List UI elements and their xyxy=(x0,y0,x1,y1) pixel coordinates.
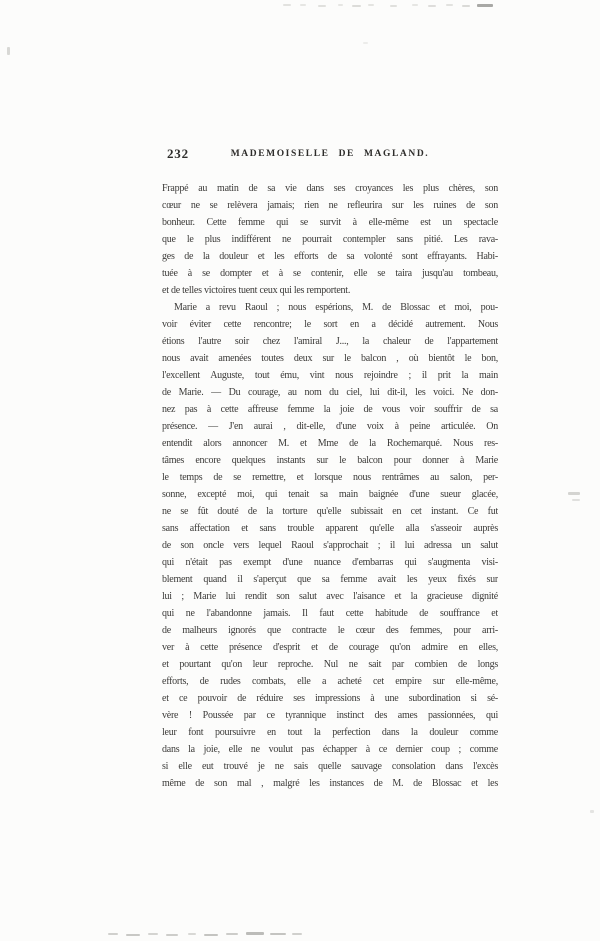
scan-artifact xyxy=(226,933,238,935)
text-line: de Marie. — Du courage, au nom du ciel, lui dit-il, les voici. Ne don- xyxy=(162,387,498,398)
page-number: 232 xyxy=(167,146,189,161)
text-line: qui n'était pas exempt d'une nuance d'embarras qui s'augmenta visi- xyxy=(162,557,498,568)
scan-artifact xyxy=(188,933,196,935)
text-line: et ce pouvoir de réduire ses impressions à une subordination si sé- xyxy=(162,693,498,704)
text-line: de son oncle vers lequel Raoul s'approchait ; il lui adressa un salut xyxy=(162,540,498,551)
text-line: sonne, excepté moi, qui tenait sa main baignée d'une sueur glacée, xyxy=(162,489,498,500)
scan-artifact xyxy=(390,5,397,7)
text-line: l'excellent Auguste, tout ému, vint nous rejoindre ; il prit la main xyxy=(162,370,498,381)
scan-artifact xyxy=(568,492,580,495)
text-line: étions l'autre soir chez l'amiral J..., la chaleur de l'appartement xyxy=(162,336,498,347)
text-line: même de son mal , malgré les instances de M. de Blossac et les xyxy=(162,778,498,789)
scan-artifact xyxy=(108,933,118,935)
scan-artifact xyxy=(166,934,178,936)
scan-artifact xyxy=(126,934,140,936)
scan-artifact xyxy=(270,933,286,935)
scan-artifact xyxy=(477,4,493,7)
scan-artifact xyxy=(428,5,436,7)
text-line: lui ; Marie lui rendit son salut avec l'aisance et la gracieuse dignité xyxy=(162,591,498,602)
text-line: le temps de se remettre, et lorsque nous rentrâmes au salon, per- xyxy=(162,472,498,483)
text-line: Frappé au matin de sa vie dans ses croyances les plus chères, son xyxy=(162,183,498,194)
scan-artifact xyxy=(363,42,368,44)
text-line: sans affectation et sans trouble apparent qu'elle alla s'asseoir auprès xyxy=(162,523,498,534)
text-line: vère ! Poussée par ce tyrannique instinct des ames passionnées, qui xyxy=(162,710,498,721)
text-line: blement quand il s'aperçut que sa femme avait les yeux fixés sur xyxy=(162,574,498,585)
text-line: voir éviter cette rencontre; le sort en a décidé autrement. Nous xyxy=(162,319,498,330)
text-line: Marie a revu Raoul ; nous espérions, M. de Blossac et moi, pou- xyxy=(174,302,498,313)
text-line: entendit alors annoncer M. et Mme de la Rochemarqué. Nous res- xyxy=(162,438,498,449)
text-line: dans la joie, elle ne voulut pas échapper à ce dernier coup ; comme xyxy=(162,744,498,755)
scan-artifact xyxy=(338,4,343,6)
text-line: cœur ne se relèvera jamais; rien ne refleurira sur les ruines de son xyxy=(162,200,498,211)
scan-artifact xyxy=(292,933,302,935)
scan-artifact xyxy=(590,810,594,813)
text-line: efforts, de rudes combats, elle a acheté cet empire sur elle-même, xyxy=(162,676,498,687)
scan-artifact xyxy=(300,4,306,6)
scan-artifact xyxy=(7,47,10,55)
scan-artifact xyxy=(318,5,326,7)
scan-artifact xyxy=(283,4,291,6)
scan-artifact xyxy=(446,4,453,6)
text-line: et de telles victoires tuent ceux qui les remportent. xyxy=(162,285,351,296)
text-line: de malheurs ignorés que contracte le cœur des femmes, pour arri- xyxy=(162,625,498,636)
scan-artifact xyxy=(246,932,264,935)
text-line: nez pas à cette affreuse femme la joie de vous voir souffrir de sa xyxy=(162,404,498,415)
page-header xyxy=(162,146,498,163)
scan-artifact xyxy=(352,5,361,7)
scan-artifact xyxy=(412,4,418,6)
text-line: leur font poursuivre en tout la perfection dans la douleur comme xyxy=(162,727,498,738)
text-line: tuée à se dompter et à se contenir, elle se taira jusqu'au tombeau, xyxy=(162,268,498,279)
scan-artifact xyxy=(462,5,470,7)
page-content xyxy=(162,146,498,792)
text-line: si elle eut trouvé je ne sais quelle sauvage consolation dans l'excès xyxy=(162,761,498,772)
text-line: que le plus indifférent ne pourrait contempler sans pitié. Les rava- xyxy=(162,234,498,245)
text-line: ver à cette présence d'esprit et de courage qu'on admire en elles, xyxy=(162,642,498,653)
text-line: tâmes encore quelques instants sur le balcon pour donner à Marie xyxy=(162,455,498,466)
text-line: présence. — J'en aurai , dit-elle, d'une voix à peine articulée. On xyxy=(162,421,498,432)
text-line: ne se fût douté de la torture qu'elle subissait en cet instant. Ce fut xyxy=(162,506,498,517)
scan-artifact xyxy=(572,499,580,501)
page-body xyxy=(162,180,498,792)
text-line: qui ne l'abandonne jamais. Il faut cette habitude de souffrance et xyxy=(162,608,498,619)
scan-artifact xyxy=(204,934,218,936)
text-line: ges de la douleur et les efforts de sa volonté sont effrayants. Habi- xyxy=(162,251,498,262)
running-title: MADEMOISELLE DE MAGLAND. xyxy=(230,149,430,159)
scan-artifact xyxy=(148,933,158,935)
text-line: bonheur. Cette femme qui se survit à elle-même est un spectacle xyxy=(162,217,498,228)
scan-artifact xyxy=(368,4,374,6)
text-line: nous avait amenées toutes deux sur le balcon , où bientôt le bon, xyxy=(162,353,498,364)
text-line: et pourtant qu'on leur reproche. Nul ne sait par combien de longs xyxy=(162,659,498,670)
